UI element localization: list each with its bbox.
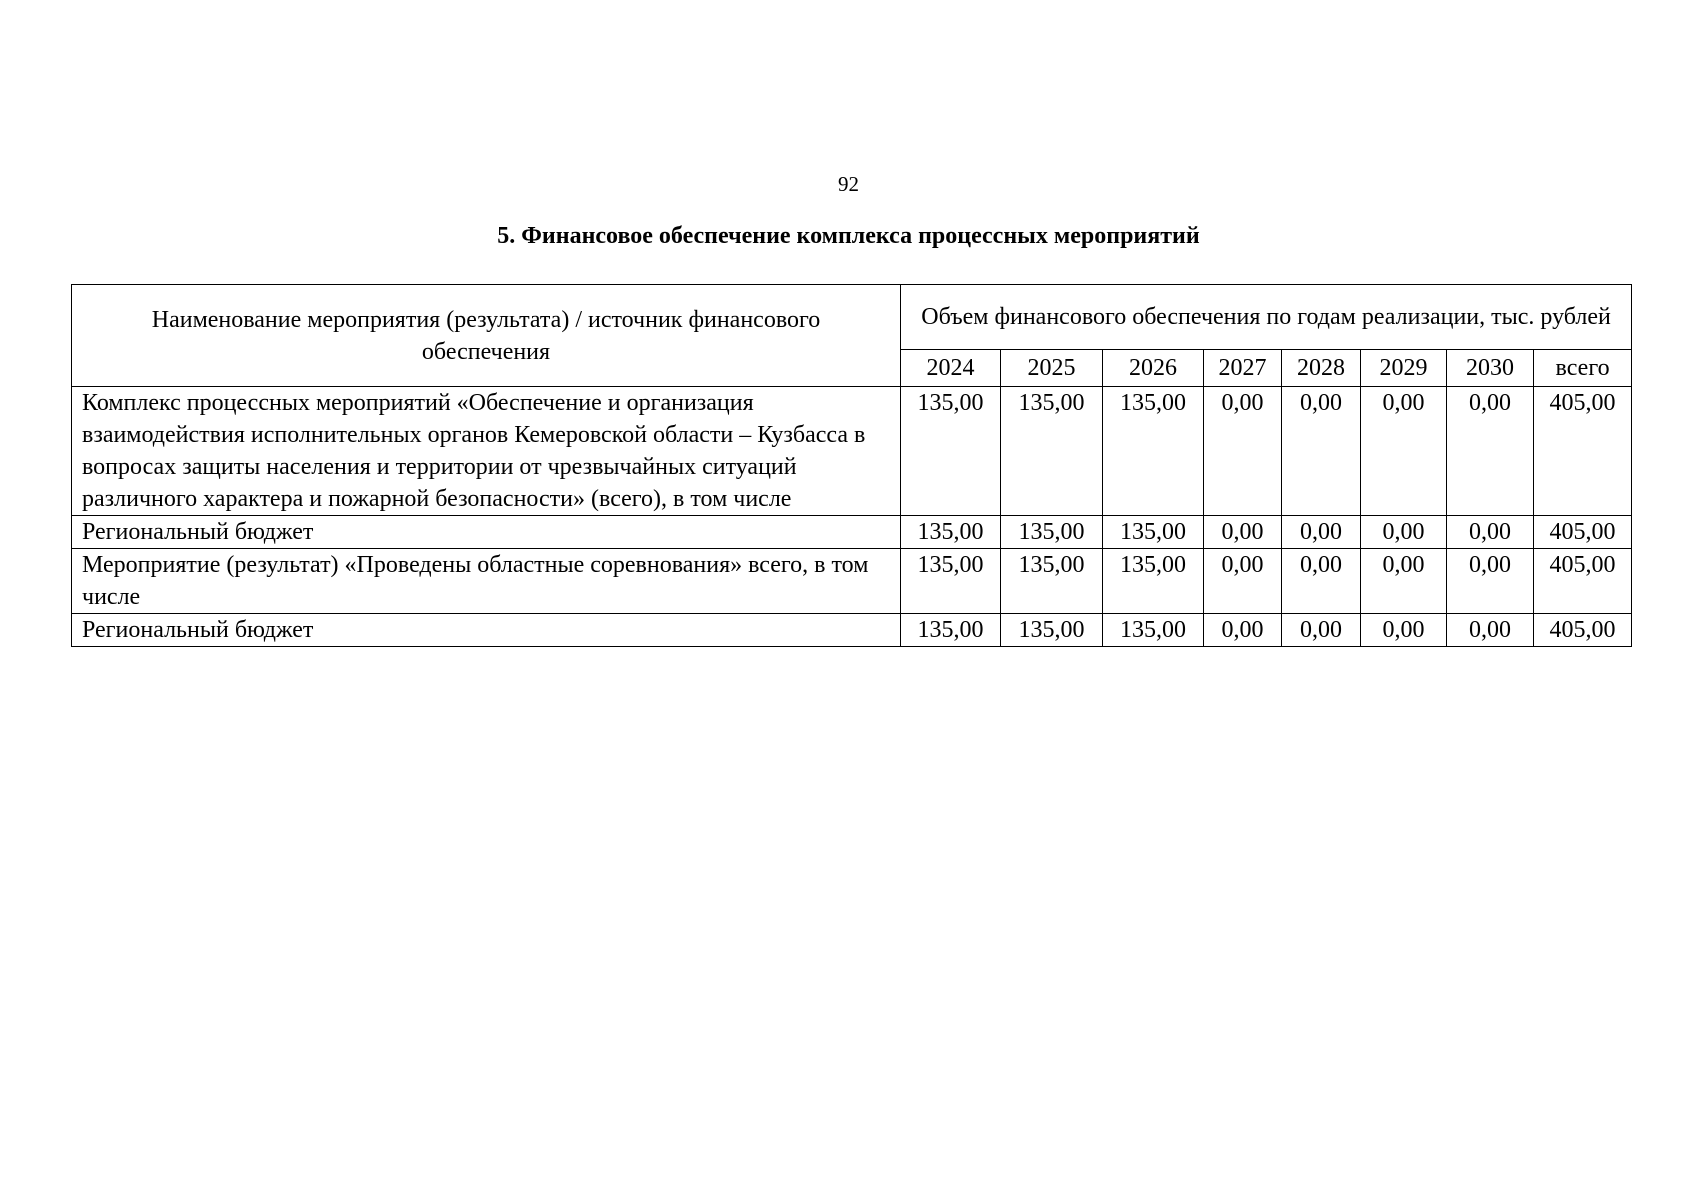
row-name: Региональный бюджет [72,614,901,647]
header-year-2027: 2027 [1204,350,1282,387]
value-total: 405,00 [1534,549,1632,614]
value-2026: 135,00 [1103,516,1204,549]
page-number: 92 [838,172,859,196]
row-name: Региональный бюджет [72,516,901,549]
value-2025: 135,00 [1001,387,1103,516]
value-2025: 135,00 [1001,614,1103,647]
header-volume-group: Объем финансового обеспечения по годам реализации, тыс. рублей [901,285,1632,350]
value-2024: 135,00 [901,516,1001,549]
row-name: Мероприятие (результат) «Проведены областные соревнования» всего, в том числе [72,549,901,614]
value-2025: 135,00 [1001,549,1103,614]
value-2024: 135,00 [901,614,1001,647]
value-2024: 135,00 [901,549,1001,614]
header-year-2024: 2024 [901,350,1001,387]
value-2029: 0,00 [1361,387,1447,516]
value-2027: 0,00 [1204,387,1282,516]
header-row-top [72,285,1632,350]
row-name: Комплекс процессных мероприятий «Обеспечение и организация взаимодействия исполнительных органов Кемеровской области – Кузбасса в вопросах защиты населения и территории от чрезвычайных ситуаций различного характера и пожарной безопасности» (всего), в том числе [72,387,901,516]
value-2027: 0,00 [1204,549,1282,614]
table-row [72,549,1632,614]
value-2026: 135,00 [1103,614,1204,647]
value-2026: 135,00 [1103,549,1204,614]
value-2028: 0,00 [1282,614,1361,647]
header-year-2029: 2029 [1361,350,1447,387]
header-total: всего [1534,350,1632,387]
value-2024: 135,00 [901,387,1001,516]
value-2030: 0,00 [1447,387,1534,516]
header-name-column: Наименование мероприятия (результата) / источник финансового обеспечения [72,285,901,387]
value-2030: 0,00 [1447,516,1534,549]
header-year-2026: 2026 [1103,350,1204,387]
header-year-2028: 2028 [1282,350,1361,387]
value-2026: 135,00 [1103,387,1204,516]
value-2025: 135,00 [1001,516,1103,549]
value-2029: 0,00 [1361,614,1447,647]
table-row [72,614,1632,647]
value-2028: 0,00 [1282,516,1361,549]
value-total: 405,00 [1534,387,1632,516]
financing-table [71,284,1632,647]
table-row [72,387,1632,516]
value-2029: 0,00 [1361,516,1447,549]
value-2027: 0,00 [1204,614,1282,647]
header-year-2030: 2030 [1447,350,1534,387]
value-2030: 0,00 [1447,614,1534,647]
value-total: 405,00 [1534,614,1632,647]
value-2030: 0,00 [1447,549,1534,614]
value-2028: 0,00 [1282,549,1361,614]
section-title: 5. Финансовое обеспечение комплекса процессных мероприятий [497,223,1200,249]
value-2029: 0,00 [1361,549,1447,614]
value-2028: 0,00 [1282,387,1361,516]
value-2027: 0,00 [1204,516,1282,549]
header-year-2025: 2025 [1001,350,1103,387]
value-total: 405,00 [1534,516,1632,549]
table-row [72,516,1632,549]
